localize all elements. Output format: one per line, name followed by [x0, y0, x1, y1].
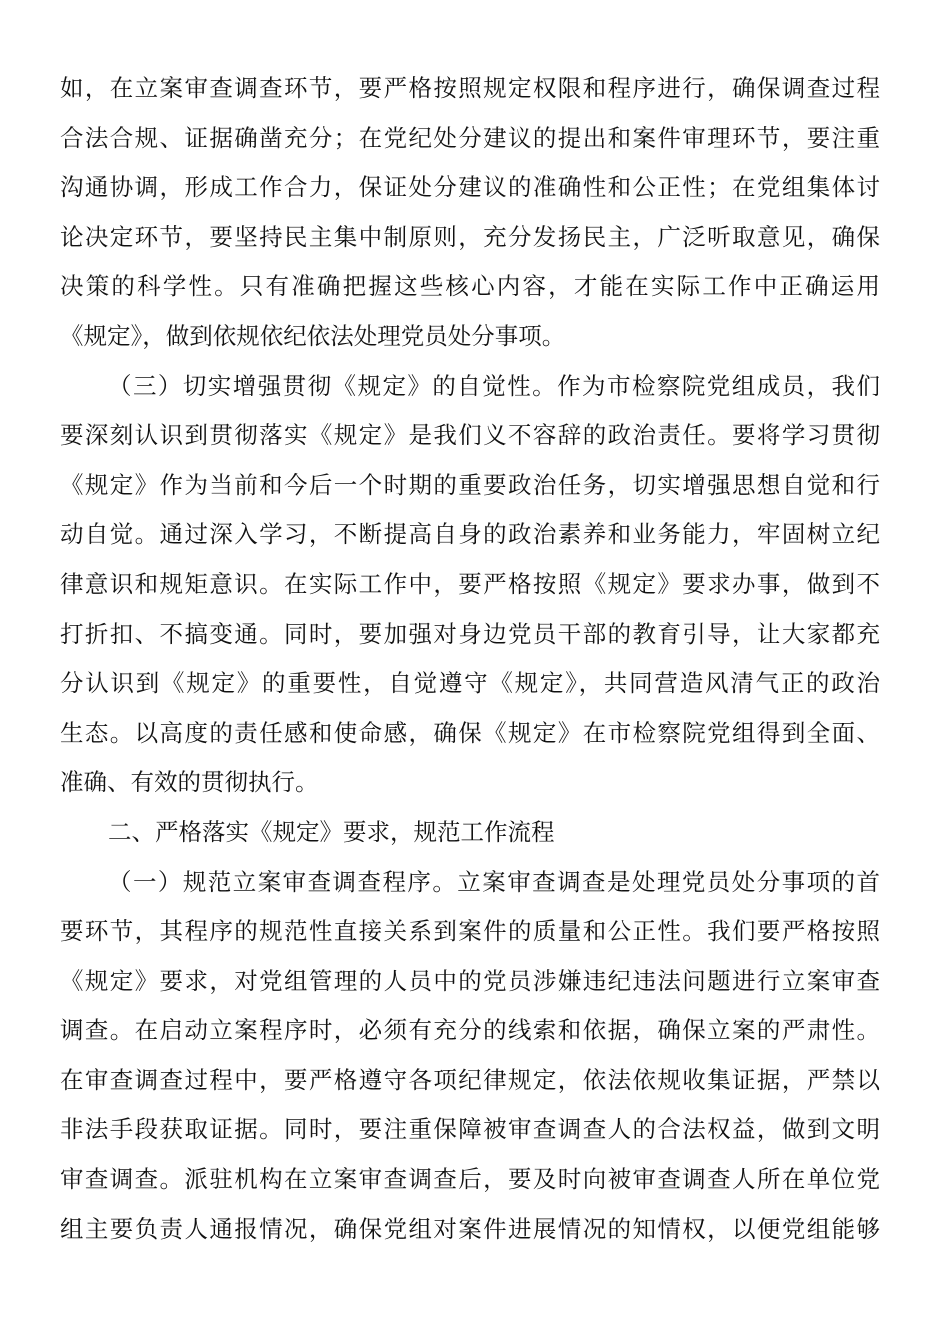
text-line: 动自觉。通过深入学习，不断提高自身的政治素养和业务能力，牢固树立纪	[60, 520, 880, 549]
text-line: 合法合规、证据确凿充分；在党纪处分建议的提出和案件审理环节，要注重	[60, 123, 880, 152]
text-line: 打折扣、不搞变通。同时，要加强对身边党员干部的教育引导，让大家都充	[60, 619, 880, 648]
paragraph-3	[60, 858, 880, 1255]
text-line: 律意识和规矩意识。在实际工作中，要严格按照《规定》要求办事，做到不	[60, 569, 880, 598]
text-line: 非法手段获取证据。同时，要注重保障被审查调查人的合法权益，做到文明	[60, 1115, 880, 1144]
text-line: 决策的科学性。只有准确把握这些核心内容，才能在实际工作中正确运用	[60, 272, 880, 301]
text-line: 要环节，其程序的规范性直接关系到案件的质量和公正性。我们要严格按照	[60, 917, 880, 946]
text-line: 《规定》作为当前和今后一个时期的重要政治任务，切实增强思想自觉和行	[60, 470, 880, 499]
text-line: 如，在立案审查调查环节，要严格按照规定权限和程序进行，确保调查过程	[60, 74, 880, 102]
text-line: 《规定》，做到依规依纪依法处理党员处分事项。	[60, 321, 566, 350]
text-line: 审查调查。派驻机构在立案审查调查后，要及时向被审查调查人所在单位党	[60, 1165, 880, 1194]
text-line: （三）切实增强贯彻《规定》的自觉性。作为市检察院党组成员，我们	[108, 371, 880, 400]
paragraph-1	[60, 64, 880, 362]
paragraph-2	[60, 362, 880, 808]
text-line: （一）规范立案审查调查程序。立案审查调查是处理党员处分事项的首	[108, 867, 880, 896]
document-page	[60, 64, 880, 1254]
text-line: 调查。在启动立案程序时，必须有充分的线索和依据，确保立案的严肃性。	[60, 1016, 880, 1045]
text-line: 在审查调查过程中，要严格遵守各项纪律规定，依法依规收集证据，严禁以	[60, 1065, 880, 1094]
text-line: 沟通协调，形成工作合力，保证处分建议的准确性和公正性；在党组集体讨	[60, 173, 880, 202]
text-line: 分认识到《规定》的重要性，自觉遵守《规定》，共同营造风清气正的政治	[60, 669, 880, 698]
text-line: 《规定》要求，对党组管理的人员中的党员涉嫌违纪违法问题进行立案审查	[60, 966, 880, 995]
section-heading-text: 二、严格落实《规定》要求，规范工作流程	[108, 817, 555, 846]
section-heading	[60, 808, 880, 858]
text-line: 论决定环节，要坚持民主集中制原则，充分发扬民主，广泛听取意见，确保	[60, 222, 880, 251]
text-line: 生态。以高度的责任感和使命感，确保《规定》在市检察院党组得到全面、	[60, 718, 880, 747]
text-line: 准确、有效的贯彻执行。	[60, 768, 319, 797]
text-line: 要深刻认识到贯彻落实《规定》是我们义不容辞的政治责任。要将学习贯彻	[60, 421, 880, 450]
text-line: 组主要负责人通报情况，确保党组对案件进展情况的知情权，以便党组能够	[60, 1214, 880, 1243]
